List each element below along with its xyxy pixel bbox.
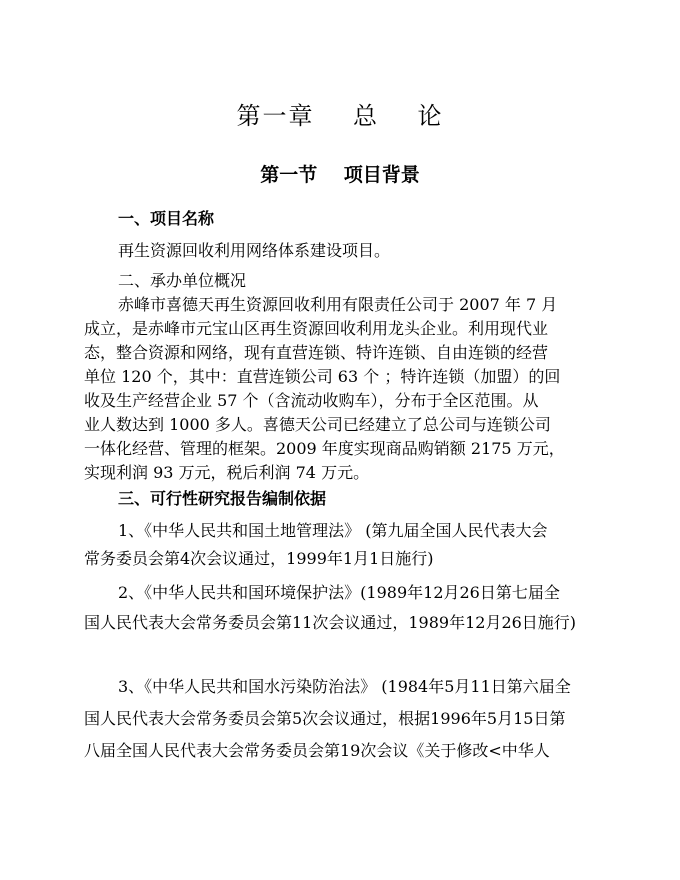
basis-item-line: 2、《中华人民共和国环境保护法》(1989年12月26日第七届全 — [118, 583, 560, 602]
overview-line: 成立，是赤峰市元宝山区再生资源回收利用龙头企业。利用现代业 — [84, 319, 549, 338]
basis-item-line: 国人民代表大会常务委员会第11次会议通过，1989年12月26日施行) — [84, 613, 577, 632]
heading-basis: 三、可行性研究报告编制依据 — [118, 489, 327, 508]
basis-item-line: 1、《中华人民共和国土地管理法》 (第九届全国人民代表大会 — [118, 521, 548, 540]
overview-line: 态，整合资源和网络，现有直营连锁、特许连锁、自由连锁的经营 — [84, 343, 549, 362]
basis-item-line: 八届全国人民代表大会常务委员会第19次会议《关于修改<中华人 — [84, 741, 550, 760]
basis-item-line: 3、《中华人民共和国水污染防治法》 (1984年5月11日第六届全 — [118, 677, 571, 696]
project-name-text: 再生资源回收利用网络体系建设项目。 — [118, 241, 391, 260]
overview-line: 业人数达到 1000 多人。喜德天公司已经建立了总公司与连锁公司 — [84, 415, 551, 434]
section-title: 第一节 项目背景 — [260, 164, 420, 186]
heading-organizer-overview: 二、承办单位概况 — [118, 271, 247, 290]
overview-line: 赤峰市喜德天再生资源回收利用有限责任公司于 2007 年 7 月 — [118, 295, 558, 314]
heading-project-name: 一、项目名称 — [118, 209, 215, 228]
overview-line: 单位 120 个，其中：直营连锁公司 63 个 ；特许连锁（加盟）的回 — [84, 367, 561, 386]
overview-line: 实现利润 93 万元，税后利润 74 万元。 — [84, 463, 370, 482]
chapter-title: 第一章 总 论 — [236, 102, 444, 130]
basis-item-line: 常务委员会第4次会议通过，1999年1月1日施行) — [84, 549, 434, 568]
basis-item-line: 国人民代表大会常务委员会第5次会议通过，根据1996年5月15日第 — [84, 709, 566, 728]
overview-line: 收及生产经营企业 57 个（含流动收购车），分布于全区范围。从 — [84, 391, 539, 410]
overview-line: 一体化经营、管理的框架。2009 年度实现商品购销额 2175 万元， — [84, 439, 565, 458]
